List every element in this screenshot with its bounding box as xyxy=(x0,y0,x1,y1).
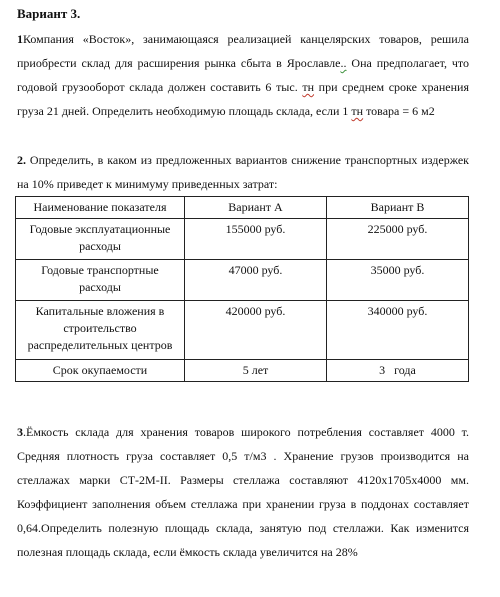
value-variant-a: 155000 руб. xyxy=(185,219,327,260)
task-3-text: .Ёмкость склада для хранения товаров широкого потребления составляет 4000 т. Средняя плотность груза составляет 0,5 т/м3 . Хранение грузов производится на стеллажах марки СТ-2М-II. Размеры стеллажа составляют 4120х1705х4000 мм. Коэффициент заполнения объем стеллажа при хранении груза в поддонах составляет 0,64.Определить полезную площадь склада, занятую под стеллажи. Как изменится полезная площадь склада, если ёмкость склада увеличится на 28% xyxy=(17,425,469,559)
table-header-row xyxy=(16,197,469,219)
task-1-text-a: Компания «Восток», занимающаяся реализацией канцелярских товаров, решила приобрести склад для расширения рынка сбыта в Ярославле xyxy=(17,32,469,70)
value-variant-b: 225000 руб. xyxy=(327,219,469,260)
header-variant-a: Вариант А xyxy=(185,197,327,219)
task-1-text-d: товара = 6 м2 xyxy=(363,104,435,118)
value-variant-b: 340000 руб. xyxy=(327,301,469,360)
task-1-unit-tn-1: тн xyxy=(302,80,315,94)
task-1-text-b: Она предполагает, что годовой грузооборот склада должен составить 6 тыс. xyxy=(17,56,469,94)
header-indicator: Наименование показателя xyxy=(16,197,185,219)
value-variant-a: 420000 руб. xyxy=(185,301,327,360)
task-2-number: 2. xyxy=(17,153,26,167)
task-1-unit-tn-2: тн xyxy=(351,104,364,118)
table-row xyxy=(16,219,469,260)
row-name: Срок окупаемости xyxy=(16,360,185,382)
value-variant-a: 5 лет xyxy=(185,360,327,382)
table-row xyxy=(16,260,469,301)
header-variant-b: Вариант В xyxy=(327,197,469,219)
value-variant-b: 35000 руб. xyxy=(327,260,469,301)
task-3-number: 3 xyxy=(17,425,23,439)
value-variant-a: 47000 руб. xyxy=(185,260,327,301)
task-2-paragraph xyxy=(17,148,469,196)
value-variant-b: 3 года xyxy=(327,360,469,382)
task-1-number: 1 xyxy=(17,32,23,46)
row-name: Годовые эксплуатационные расходы xyxy=(16,219,185,260)
task-2-text: Определить, в каком из предложенных вариантов снижение транспортных издержек на 10% приведет к минимуму приведенных затрат: xyxy=(17,153,469,191)
table-row xyxy=(16,360,469,382)
row-name: Годовые транспортные расходы xyxy=(16,260,185,301)
task-3-paragraph xyxy=(17,420,469,564)
cost-comparison-table xyxy=(15,196,469,382)
task-1-paragraph xyxy=(17,27,469,123)
row-name: Капитальные вложения в строительство распределительных центров xyxy=(16,301,185,360)
task-1-text-c: при среднем сроке хранения груза 21 дней. Определить необходимую площадь склада, если 1 xyxy=(17,80,469,118)
variant-heading: Вариант 3. xyxy=(17,6,81,21)
table-row xyxy=(16,301,469,360)
spellcheck-mark: .. xyxy=(340,56,347,70)
